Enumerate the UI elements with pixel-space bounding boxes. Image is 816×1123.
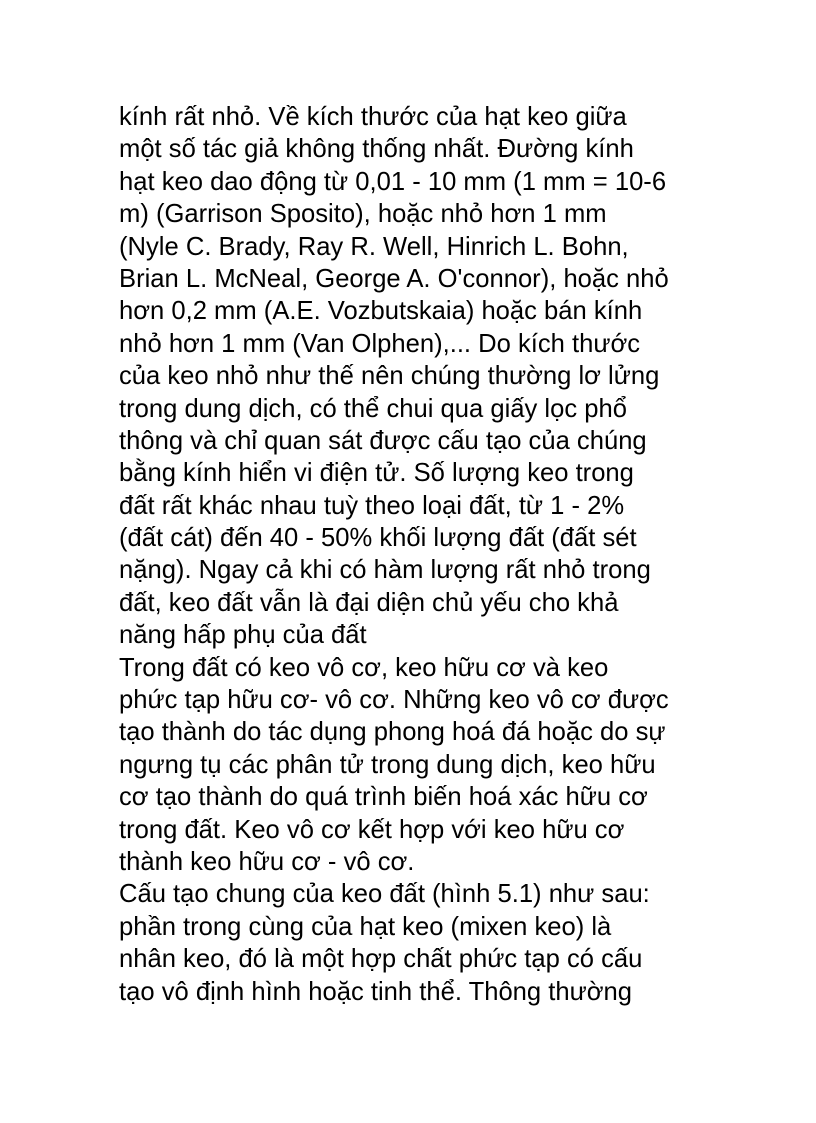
text-line: ngưng tụ các phân tử trong dung dịch, keo hữu: [119, 750, 656, 779]
text-line: tạo vô định hình hoặc tinh thể. Thông thường: [119, 977, 632, 1006]
text-line: tạo thành do tác dụng phong hoá đá hoặc do sự: [119, 718, 666, 747]
body-text: [119, 101, 719, 1008]
text-line: m) (Garrison Sposito), hoặc nhỏ hơn 1 mm: [119, 200, 607, 229]
text-line: đất rất khác nhau tuỳ theo loại đất, từ 1 - 2%: [119, 491, 625, 520]
text-line: bằng kính hiển vi điện tử. Số lượng keo trong: [119, 459, 634, 488]
text-line: Trong đất có keo vô cơ, keo hữu cơ và keo: [119, 653, 609, 682]
text-line: hơn 0,2 mm (A.E. Vozbutskaia) hoặc bán kính: [119, 297, 643, 326]
text-line: nhân keo, đó là một hợp chất phức tạp có cấu: [119, 945, 643, 974]
text-line: hạt keo dao động từ 0,01 - 10 mm (1 mm = 10-6: [119, 167, 667, 196]
text-line: Cấu tạo chung của keo đất (hình 5.1) như sau:: [119, 880, 650, 909]
text-line: thành keo hữu cơ - vô cơ.: [119, 847, 415, 876]
text-line: nặng). Ngay cả khi có hàm lượng rất nhỏ trong: [119, 556, 651, 585]
text-line: nhỏ hơn 1 mm (Van Olphen),... Do kích thước: [119, 329, 641, 358]
text-line: Brian L. McNeal, George A. O'connor), hoặc nhỏ: [119, 264, 669, 293]
text-line: trong đất. Keo vô cơ kết hợp với keo hữu cơ: [119, 815, 625, 844]
text-line: thông và chỉ quan sát được cấu tạo của chúng: [119, 426, 647, 455]
text-line: cơ tạo thành do quá trình biến hoá xác hữu cơ: [119, 783, 648, 812]
text-line: một số tác giả không thống nhất. Đường kính: [119, 135, 634, 164]
text-line: kính rất nhỏ. Về kích thước của hạt keo giữa: [119, 103, 627, 131]
text-line: phần trong cùng của hạt keo (mixen keo) là: [119, 912, 612, 941]
text-line: năng hấp phụ của đất: [119, 621, 367, 650]
text-line: (Nyle C. Brady, Ray R. Well, Hinrich L. Bohn,: [119, 232, 629, 261]
text-line: đất, keo đất vẫn là đại diện chủ yếu cho khả: [119, 588, 619, 617]
text-line: của keo nhỏ như thế nên chúng thường lơ lửng: [119, 362, 660, 391]
text-line: trong dung dịch, có thể chui qua giấy lọc phổ: [119, 394, 627, 423]
text-line: phức tạp hữu cơ- vô cơ. Những keo vô cơ được: [119, 686, 669, 715]
text-line: (đất cát) đến 40 - 50% khối lượng đất (đất sét: [119, 524, 637, 553]
